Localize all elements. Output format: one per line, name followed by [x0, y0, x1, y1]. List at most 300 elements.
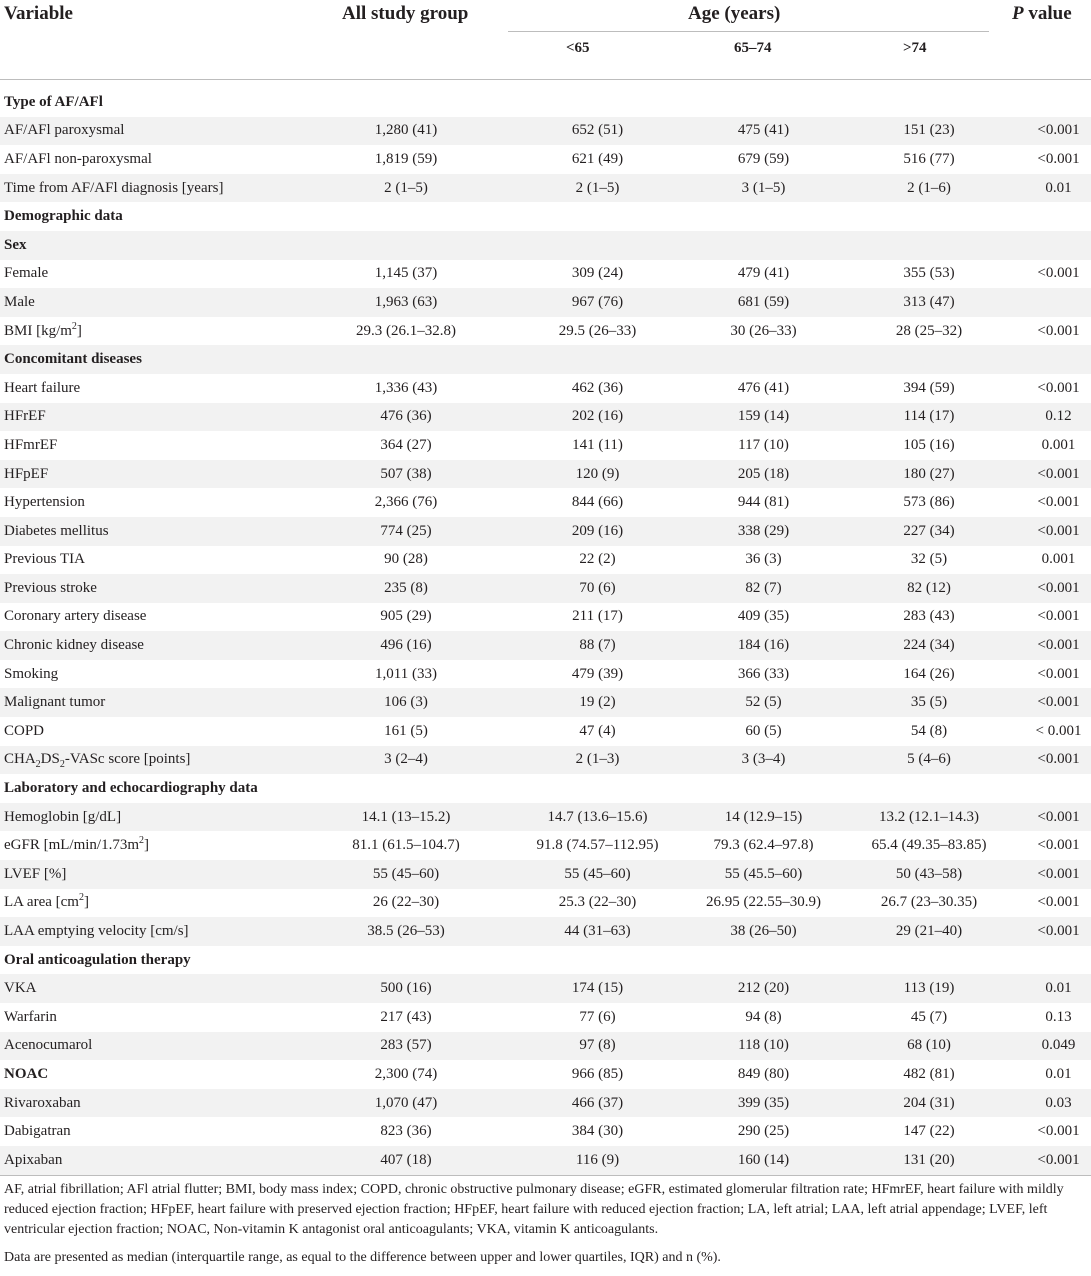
table-row [0, 717, 1091, 746]
table-bottom-divider [0, 1175, 1091, 1176]
cell-age-under-65: 966 (85) [571, 1065, 624, 1082]
row-label [0, 145, 298, 174]
footnote-data-presentation: Data are presented as median (interquartile range, as equal to the difference between upper and lower quartiles, IQR) and n (%). [4, 1250, 721, 1265]
cell-age-under-65: 22 (2) [579, 551, 616, 568]
cell-age-over-74: 82 (12) [846, 574, 1012, 603]
table-row [0, 460, 1091, 489]
cell-all-study-group: 26 (22–30) [372, 894, 440, 911]
cell-all-study-group: 2,366 (76) [374, 494, 438, 511]
section-row [0, 946, 1091, 975]
cell-age-over-74: 482 (81) [903, 1065, 955, 1082]
row-label-text: Heart failure [4, 379, 81, 396]
cell-age-65-74: 679 (59) [737, 150, 790, 167]
cell-age-65-74: 3 (3–4) [681, 746, 846, 775]
cell-age-under-65: 2 (1–3) [514, 746, 681, 775]
row-label [0, 831, 298, 860]
row-label [0, 917, 298, 946]
cell-age-65-74: 184 (16) [681, 631, 846, 660]
table-row [0, 1060, 1091, 1089]
cell-age-under-65: 88 (7) [514, 631, 681, 660]
cell-age-65-74 [681, 774, 846, 803]
cell-age-under-65: 29.5 (26–33) [558, 322, 637, 339]
cell-age-65-74: 55 (45.5–60) [681, 860, 846, 889]
row-label-superscript: 2 [71, 320, 77, 332]
cell-all-study-group: 823 (36) [380, 1123, 432, 1140]
row-label-text: LVEF [%] [4, 865, 67, 882]
cell-all-study-group: 2 (1–5) [298, 174, 514, 203]
cell-all-study-group: 106 (3) [298, 688, 514, 717]
cell-p-value [1012, 231, 1091, 260]
cell-all-study-group: 1,070 (47) [298, 1089, 514, 1118]
row-label-text: Dabigatran [4, 1123, 71, 1140]
row-label-text: HFpEF [4, 465, 49, 482]
cell-age-over-74: 114 (17) [846, 403, 1012, 432]
row-label-text: Diabetes mellitus [4, 522, 109, 539]
cell-age-over-74 [846, 231, 1012, 260]
row-label-text: Hypertension [4, 494, 85, 511]
table-row [0, 145, 1091, 174]
row-label [0, 1117, 298, 1146]
cell-age-65-74: 79.3 (62.4–97.8) [713, 837, 814, 854]
cell-p-value: <0.001 [1012, 803, 1091, 832]
cell-p-value: < 0.001 [1035, 722, 1082, 739]
cell-all-study-group [298, 231, 514, 260]
cell-age-under-65: 77 (6) [579, 1008, 616, 1025]
cell-age-under-65: 116 (9) [514, 1146, 681, 1175]
row-label-text: CHA [4, 751, 36, 768]
cell-all-study-group: 2,300 (74) [374, 1065, 438, 1082]
cell-age-over-74: 28 (25–32) [895, 322, 963, 339]
cell-age-over-74: 35 (5) [846, 688, 1012, 717]
cell-age-over-74: 227 (34) [846, 517, 1012, 546]
cell-age-under-65: 97 (8) [514, 1032, 681, 1061]
cell-age-65-74: 205 (18) [681, 460, 846, 489]
row-label-text-mid: DS [40, 751, 60, 768]
cell-age-65-74 [681, 345, 846, 374]
cell-age-under-65 [514, 946, 681, 975]
row-label-text: HFrEF [4, 408, 46, 425]
row-label-text: Warfarin [4, 1008, 57, 1025]
row-label [0, 1060, 298, 1089]
cell-all-study-group [298, 946, 514, 975]
cell-all-study-group: 161 (5) [384, 722, 428, 739]
section-row [0, 202, 1091, 231]
cell-age-under-65: 202 (16) [514, 403, 681, 432]
cell-age-under-65 [514, 231, 681, 260]
cell-age-under-65: 141 (11) [572, 436, 623, 453]
cell-age-65-74: 159 (14) [681, 403, 846, 432]
cell-age-65-74: 52 (5) [681, 688, 846, 717]
data-table [0, 88, 1091, 1175]
row-label-text: BMI [kg/m [4, 322, 72, 339]
row-label [0, 1032, 298, 1061]
cell-age-under-65: 844 (66) [571, 494, 624, 511]
header-age-over-74: >74 [903, 40, 927, 56]
cell-age-65-74 [681, 946, 846, 975]
row-label [0, 288, 298, 317]
cell-age-under-65: 309 (24) [571, 265, 624, 282]
cell-age-65-74 [681, 88, 846, 117]
cell-age-over-74: 283 (43) [903, 608, 955, 625]
cell-p-value: <0.001 [1037, 1123, 1080, 1140]
table-row [0, 574, 1091, 603]
cell-age-65-74: 475 (41) [681, 117, 846, 146]
cell-all-study-group: 217 (43) [380, 1008, 432, 1025]
cell-all-study-group: 38.5 (26–53) [298, 917, 514, 946]
section-label [0, 946, 298, 975]
row-label [0, 660, 298, 689]
cell-age-over-74: 2 (1–6) [846, 174, 1012, 203]
cell-all-study-group: 81.1 (61.5–104.7) [352, 837, 460, 854]
row-label [0, 403, 298, 432]
row-label-text: LAA emptying velocity [cm/s] [4, 923, 189, 940]
row-label [0, 860, 298, 889]
cell-age-over-74 [846, 202, 1012, 231]
header-variable: Variable [4, 3, 73, 24]
cell-p-value: <0.001 [1012, 688, 1091, 717]
cell-age-over-74: 516 (77) [903, 150, 955, 167]
section-label [0, 345, 298, 374]
cell-p-value: <0.001 [1012, 517, 1091, 546]
row-label-text: Hemoglobin [g/dL] [4, 808, 122, 825]
cell-age-over-74: 164 (26) [903, 665, 955, 682]
table-row [0, 917, 1091, 946]
cell-age-under-65 [514, 774, 681, 803]
cell-p-value: <0.001 [1012, 460, 1091, 489]
cell-all-study-group: 407 (18) [298, 1146, 514, 1175]
footnote-abbreviations: AF, atrial fibrillation; AFl atrial flutter; BMI, body mass index; COPD, chronic obstructive pulmonary disease; eGFR, estimated glomerular filtration rate; HFmrEF, heart failure with mildly reduced ejection fraction; HFpEF, heart failure with preserved ejection fraction; HFpEF, heart failure with reduced ejection fraction; LA, left atrial; LAA, left atrial appendage; LVEF, left ventricular ejection fraction; NOAC, Non-vitamin K antagonist oral anticoagulants; VKA, vitamin K anticoagulants. [4, 1182, 1064, 1237]
row-label [0, 374, 298, 403]
cell-age-over-74: 204 (31) [846, 1089, 1012, 1118]
cell-age-65-74: 681 (59) [681, 288, 846, 317]
cell-all-study-group: 1,011 (33) [375, 665, 437, 682]
row-label-text: Demographic data [4, 208, 123, 225]
cell-age-65-74: 212 (20) [681, 974, 846, 1003]
cell-p-value: <0.001 [1037, 379, 1080, 396]
cell-age-65-74 [681, 202, 846, 231]
cell-age-over-74: 355 (53) [903, 265, 955, 282]
cell-age-under-65: 120 (9) [514, 460, 681, 489]
cell-age-65-74: 366 (33) [737, 665, 790, 682]
cell-age-65-74: 82 (7) [681, 574, 846, 603]
cell-p-value: <0.001 [1037, 665, 1080, 682]
row-label-text: Sex [4, 236, 27, 253]
row-label [0, 317, 298, 346]
cell-age-under-65: 621 (49) [571, 150, 624, 167]
header-p-value [1012, 3, 1072, 25]
cell-age-over-74: 54 (8) [910, 722, 948, 739]
cell-p-value [1012, 88, 1091, 117]
cell-age-65-74: 338 (29) [681, 517, 846, 546]
section-label [0, 88, 298, 117]
section-row [0, 345, 1091, 374]
cell-age-65-74: 399 (35) [681, 1089, 846, 1118]
cell-age-65-74: 117 (10) [738, 436, 789, 453]
cell-all-study-group: 235 (8) [298, 574, 514, 603]
cell-p-value: <0.001 [1012, 860, 1091, 889]
cell-age-over-74 [846, 774, 1012, 803]
cell-age-over-74: 147 (22) [903, 1123, 955, 1140]
row-label [0, 460, 298, 489]
cell-p-value: 0.01 [1012, 174, 1091, 203]
cell-all-study-group: 14.1 (13–15.2) [298, 803, 514, 832]
table-row [0, 1146, 1091, 1175]
row-label-text: Male [4, 293, 35, 310]
cell-p-value: 0.01 [1045, 1065, 1072, 1082]
row-label-text: Smoking [4, 665, 59, 682]
row-label-text-tail: ] [76, 322, 82, 339]
section-row [0, 231, 1091, 260]
table-row [0, 288, 1091, 317]
cell-age-under-65: 652 (51) [514, 117, 681, 146]
section-label [0, 774, 298, 803]
cell-all-study-group: 283 (57) [298, 1032, 514, 1061]
row-label-text: Chronic kidney disease [4, 637, 144, 654]
row-label-text: VKA [4, 980, 37, 997]
cell-age-over-74: 45 (7) [910, 1008, 948, 1025]
cell-all-study-group: 500 (16) [298, 974, 514, 1003]
cell-p-value [1012, 345, 1091, 374]
cell-age-65-74: 94 (8) [745, 1008, 782, 1025]
row-label [0, 174, 298, 203]
table-row [0, 889, 1091, 918]
cell-all-study-group: 774 (25) [298, 517, 514, 546]
cell-p-value [1012, 946, 1091, 975]
cell-p-value: <0.001 [1037, 494, 1080, 511]
cell-all-study-group: 55 (45–60) [298, 860, 514, 889]
cell-p-value: <0.001 [1037, 150, 1080, 167]
header-age-group: Age (years) [688, 3, 781, 24]
cell-age-65-74: 849 (80) [737, 1065, 790, 1082]
cell-age-over-74: 180 (27) [846, 460, 1012, 489]
cell-age-65-74: 60 (5) [745, 722, 782, 739]
cell-all-study-group: 3 (2–4) [298, 746, 514, 775]
row-label-text: Acenocumarol [4, 1037, 93, 1054]
row-label-text: LA area [cm [4, 894, 79, 911]
row-label [0, 260, 298, 289]
cell-p-value: <0.001 [1012, 117, 1091, 146]
header-age-65-74: 65–74 [734, 40, 772, 56]
cell-age-65-74: 290 (25) [737, 1123, 790, 1140]
cell-age-under-65 [514, 202, 681, 231]
row-label [0, 717, 298, 746]
row-label-text: COPD [4, 722, 45, 739]
cell-age-65-74: 36 (3) [745, 551, 782, 568]
cell-age-over-74 [846, 88, 1012, 117]
cell-age-over-74: 113 (19) [846, 974, 1012, 1003]
cell-p-value [1012, 288, 1091, 317]
cell-age-under-65: 55 (45–60) [514, 860, 681, 889]
row-label-text: Laboratory and echocardiography data [4, 780, 258, 797]
row-label [0, 974, 298, 1003]
header-p-italic: P [1012, 3, 1024, 24]
cell-all-study-group: 1,280 (41) [298, 117, 514, 146]
cell-age-under-65: 466 (37) [514, 1089, 681, 1118]
table-row [0, 517, 1091, 546]
cell-p-value: 0.049 [1012, 1032, 1091, 1061]
cell-age-under-65 [514, 88, 681, 117]
section-row [0, 88, 1091, 117]
cell-age-over-74: 224 (34) [846, 631, 1012, 660]
cell-age-over-74: 32 (5) [910, 551, 948, 568]
cell-p-value [1012, 774, 1091, 803]
row-label [0, 688, 298, 717]
cell-all-study-group: 1,336 (43) [374, 379, 438, 396]
table-row [0, 546, 1091, 575]
table-row [0, 603, 1091, 632]
cell-p-value: <0.001 [1012, 746, 1091, 775]
row-label [0, 1089, 298, 1118]
cell-age-over-74: 50 (43–58) [846, 860, 1012, 889]
row-label [0, 574, 298, 603]
row-label [0, 488, 298, 517]
row-label [0, 117, 298, 146]
row-label-text: Previous TIA [4, 551, 85, 568]
table-row [0, 1003, 1091, 1032]
row-label-text: eGFR [mL/min/1.73m [4, 837, 139, 854]
row-label-text: Previous stroke [4, 579, 97, 596]
cell-all-study-group: 90 (28) [384, 551, 428, 568]
cell-all-study-group: 364 (27) [380, 436, 432, 453]
section-label [0, 231, 298, 260]
cell-all-study-group [298, 88, 514, 117]
cell-all-study-group: 476 (36) [298, 403, 514, 432]
cell-all-study-group [298, 202, 514, 231]
row-label-text: NOAC [4, 1065, 49, 1082]
cell-age-over-74: 5 (4–6) [846, 746, 1012, 775]
age-group-underline [508, 31, 989, 32]
cell-age-under-65: 19 (2) [514, 688, 681, 717]
cell-p-value [1012, 202, 1091, 231]
cell-age-under-65: 14.7 (13.6–15.6) [514, 803, 681, 832]
row-label-text-tail: ] [83, 894, 89, 911]
cell-age-over-74: 131 (20) [846, 1146, 1012, 1175]
row-label [0, 1146, 298, 1175]
cell-age-under-65: 479 (39) [571, 665, 624, 682]
cell-age-65-74 [681, 231, 846, 260]
cell-p-value: <0.001 [1037, 608, 1080, 625]
cell-age-over-74: 68 (10) [846, 1032, 1012, 1061]
header-all-study-group: All study group [342, 3, 469, 24]
cell-age-65-74: 26.95 (22.55–30.9) [706, 894, 821, 911]
cell-p-value: <0.001 [1037, 894, 1080, 911]
row-label-text: Apixaban [4, 1151, 63, 1168]
cell-p-value: 0.001 [1041, 551, 1076, 568]
cell-all-study-group: 496 (16) [298, 631, 514, 660]
row-label-text: Rivaroxaban [4, 1094, 81, 1111]
row-label-text: Malignant tumor [4, 694, 106, 711]
row-label-text: Coronary artery disease [4, 608, 147, 625]
cell-age-65-74: 479 (41) [737, 265, 790, 282]
table-row [0, 1089, 1091, 1118]
table-body [0, 88, 1091, 1175]
row-label-text-tail: ] [144, 837, 149, 854]
cell-all-study-group [298, 774, 514, 803]
cell-age-under-65: 47 (4) [579, 722, 616, 739]
row-label-text: Female [4, 265, 49, 282]
cell-age-over-74: 105 (16) [903, 436, 955, 453]
table-row [0, 831, 1091, 860]
cell-age-65-74: 476 (41) [737, 379, 790, 396]
table-row [0, 174, 1091, 203]
table-row [0, 660, 1091, 689]
cell-all-study-group: 905 (29) [380, 608, 432, 625]
cell-p-value: <0.001 [1012, 917, 1091, 946]
cell-p-value: 0.01 [1012, 974, 1091, 1003]
row-label-superscript: 2 [78, 892, 84, 904]
table-row [0, 1032, 1091, 1061]
row-label-text: Concomitant diseases [4, 351, 142, 368]
cell-p-value: <0.001 [1037, 837, 1080, 854]
cell-p-value: 0.13 [1045, 1008, 1072, 1025]
cell-age-under-65: 174 (15) [514, 974, 681, 1003]
cell-p-value: 0.12 [1012, 403, 1091, 432]
cell-age-65-74: 118 (10) [681, 1032, 846, 1061]
cell-age-over-74: 151 (23) [846, 117, 1012, 146]
cell-age-65-74: 3 (1–5) [681, 174, 846, 203]
cell-age-over-74: 313 (47) [846, 288, 1012, 317]
cell-all-study-group: 1,145 (37) [374, 265, 438, 282]
table-row [0, 260, 1091, 289]
header-age-under-65: <65 [566, 40, 590, 56]
cell-age-under-65: 211 (17) [572, 608, 623, 625]
table-row [0, 803, 1091, 832]
row-label [0, 431, 298, 460]
row-label [0, 631, 298, 660]
row-label-text: Time from AF/AFl diagnosis [years] [4, 179, 224, 196]
cell-all-study-group: 29.3 (26.1–32.8) [356, 322, 456, 339]
cell-age-65-74: 14 (12.9–15) [681, 803, 846, 832]
cell-age-under-65: 70 (6) [514, 574, 681, 603]
cell-p-value: 0.03 [1012, 1089, 1091, 1118]
row-label-text: AF/AFl non-paroxysmal [4, 150, 152, 167]
cell-age-65-74: 38 (26–50) [681, 917, 846, 946]
cell-p-value: 0.001 [1041, 436, 1076, 453]
row-label-subscript: 2 [59, 759, 65, 771]
cell-age-under-65: 25.3 (22–30) [558, 894, 637, 911]
table-row [0, 403, 1091, 432]
section-row [0, 774, 1091, 803]
cell-age-over-74: 65.4 (49.35–83.85) [871, 837, 987, 854]
table-row [0, 374, 1091, 403]
table-row [0, 860, 1091, 889]
cell-age-over-74: 29 (21–40) [846, 917, 1012, 946]
row-label-text: Oral anticoagulation therapy [4, 951, 191, 968]
cell-age-over-74: 394 (59) [903, 379, 955, 396]
cell-p-value: <0.001 [1037, 322, 1080, 339]
cell-age-65-74: 944 (81) [737, 494, 790, 511]
row-label [0, 517, 298, 546]
row-label [0, 803, 298, 832]
cell-age-65-74: 409 (35) [737, 608, 790, 625]
cell-age-65-74: 30 (26–33) [730, 322, 797, 339]
section-label [0, 202, 298, 231]
row-label-text: AF/AFl paroxysmal [4, 122, 125, 139]
cell-age-over-74: 13.2 (12.1–14.3) [846, 803, 1012, 832]
table-row [0, 746, 1091, 775]
cell-p-value: <0.001 [1037, 265, 1080, 282]
cell-age-under-65: 2 (1–5) [514, 174, 681, 203]
row-label [0, 889, 298, 918]
table-row [0, 117, 1091, 146]
row-label [0, 546, 298, 575]
cell-age-over-74 [846, 345, 1012, 374]
cell-age-under-65: 462 (36) [571, 379, 624, 396]
cell-age-under-65: 384 (30) [571, 1123, 624, 1140]
row-label-text: HFmrEF [4, 436, 58, 453]
row-label [0, 603, 298, 632]
cell-all-study-group: 507 (38) [298, 460, 514, 489]
